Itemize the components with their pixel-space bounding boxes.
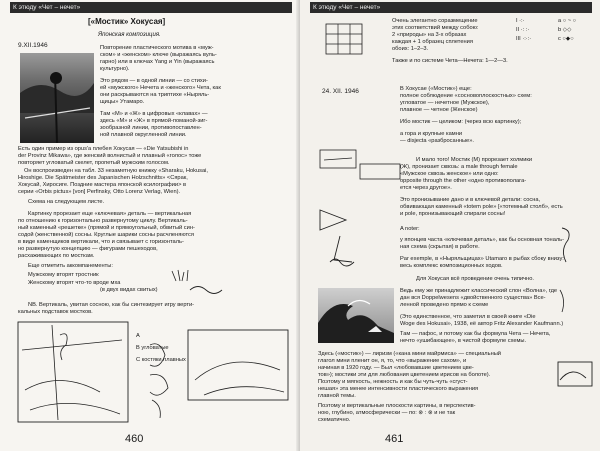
text-line: Par exemple, в «Ныряльщицах» Utamaro в рыбах сбоку внизу:: [400, 256, 564, 262]
text-line: ною, глубино, атмосферически — по: ⊗ : ⊗ и не так: [318, 410, 456, 416]
text-line: Это рядом — в одной линии — со стихи-: [100, 78, 208, 84]
text-line: der Provinz Mikawa», где женский волнистый и плавный «голос» тоже: [18, 153, 202, 159]
text-line: Хокусай, Хиросиге. Поздние мастера японской ксилографии> в: [18, 182, 186, 188]
text-line: (Это единственное, что заметил в своей книге «Die: [400, 314, 536, 320]
text-line: Hiroshige. Die Spätmeister des Japanischen Holzschnitts» <Сярак,: [18, 175, 188, 181]
text-line: ется через другое».: [400, 185, 452, 191]
table-row: A: [136, 333, 140, 339]
text-line: глагол мини пленит он, я, то, что «выражение сахом», и: [318, 358, 467, 364]
text-line: а гора и крупные камни: [400, 131, 463, 137]
text-line: схематично.: [318, 417, 351, 423]
text-line: A noter:: [400, 226, 420, 232]
text-line: Мужскому вторят тростник: [28, 272, 99, 278]
text-line: кальных подставок мостков.: [18, 309, 93, 315]
text-line: повторяет угловатый скелет, пропетый мужским голосом.: [18, 160, 170, 166]
text-line: Поэтому и вертикальные плоскости картины, в перспектив-: [318, 403, 476, 409]
text-line: — disjecta «разбросанные».: [400, 138, 474, 144]
text-line: «Мужское сквозь женское» или одно:: [400, 171, 499, 177]
text-line: Для Хокусая всё проведение очень типично.: [416, 276, 534, 282]
text-line: этих соответствий между собою:: [392, 25, 479, 31]
table-row: C костяки плавных: [136, 357, 186, 363]
text-line: здесь «M» и «Ж» в прямой-поманой-зиг-: [100, 118, 208, 124]
text-line: Woge des Hokusai», 1938, её автор Fritz Alexander Kaufmann.): [400, 321, 564, 327]
text-line: Ибо мостик — целиком: (через всю картинку);: [400, 119, 522, 125]
section-title: [«Мостик» Хокусая]: [88, 17, 166, 26]
text-line: Еще отметить аккомпанементы:: [28, 263, 113, 269]
text-line: (Ж), пронизает сквозь: a male through female: [400, 164, 518, 170]
text-line: В Хокусае («Мостик») еще:: [400, 86, 472, 92]
text-line: ная схема (скрытая) в работе.: [400, 244, 480, 250]
formula-row: I ·:·: [516, 18, 525, 24]
text-line: Он воспроизведен на табл. 33 незаметную книжку «Sharaku, Hokusai,: [24, 168, 208, 174]
text-line: Это пронизывание дано и в ключевой детали: сосна,: [400, 197, 541, 203]
wave-shapes: [318, 288, 394, 343]
running-header-right: К этюду «Чет – нечет»: [310, 2, 592, 13]
text-line: Поэтому и мягкость, нежность и как бы чуть-чуть «сгуст-: [318, 379, 468, 385]
text-line: Также и по системе Чета—Нечета: 1—2—3.: [392, 58, 508, 64]
text-line: 2 «природы» на 3-х образах: [392, 32, 467, 38]
text-line: NB. Вертикаль, увитая сосною, как бы синтезирует игру верти-: [28, 302, 195, 308]
text-line: каждая + 1 образец сплетения: [392, 39, 473, 45]
text-line: угловатое — нечетное (Мужское),: [400, 100, 490, 106]
text-line: гарно) или в ключах Yang и Yin (выражаясь: [100, 59, 215, 65]
section-subtitle: Японская композиция.: [98, 32, 161, 38]
text-line: (в двух видах свитых): [100, 287, 158, 293]
running-header-left: К этюду «Чет – нечет»: [10, 2, 292, 13]
text-line: нечто «ушибающее», в чистой формуле схемы.: [400, 338, 527, 344]
text-line: Там «M» и «Ж» в цифровых «клавах» —: [100, 111, 208, 117]
text-line: Ведь ему же принадлежит классический слон «Волна», где: [400, 288, 558, 294]
page-number-right: 461: [385, 433, 404, 445]
text-line: плавное — четное (Женское): [400, 107, 478, 113]
text-line: Схема на следующем листе.: [28, 199, 105, 205]
text-line: Здесь («мостик») — лиризм («кана мини майрмиса» — специальный: [318, 351, 501, 357]
text-line: Повторение пластического мотива в «муж-: [100, 45, 214, 51]
text-line: по отношению к горизонтально развернутому циклу. Вертикаль-: [18, 218, 188, 224]
text-line: Женскому вторят что-то вроде мха: [28, 280, 121, 286]
text-line: полное соблюдение «сосновоплоскостных» схем:: [400, 93, 532, 99]
formula-row: II ·: :·: [516, 27, 530, 33]
date-left: 9.XII.1946: [18, 42, 48, 49]
text-line: И мало того! Мостик (M) прорезает холмики: [416, 157, 533, 163]
table-row: B угловатые: [136, 345, 169, 351]
date-right: 24. XII. 1946: [322, 88, 359, 95]
text-line: opposite through the other «одно противополага-: [400, 178, 527, 184]
text-line: и pole, пронизывающий спирали сосны!: [400, 211, 506, 217]
text-line: начиная в 1920 году. — Был «любовавшие цветением цве-: [318, 365, 474, 371]
text-line: ный каменный «решетке» (прямой и прямоугольный, обвитый син-: [18, 225, 195, 231]
text-line: ленной проведено прямо к схеме: [400, 302, 489, 308]
text-line: ском» и «женском» ключе (выражаясь вуль-: [100, 52, 217, 58]
text-line: тов»); мостики эти для любования цветением ирисов на болоте).: [318, 372, 491, 378]
text-line: зообразной линии, противопоставлен-: [100, 125, 202, 131]
text-line: но развернутую концепцию — фигурами пешеходов,: [18, 246, 158, 252]
text-line: обоих: 1–2–3.: [392, 46, 429, 52]
text-line: культурно).: [100, 66, 130, 72]
page-number-left: 460: [125, 433, 144, 445]
right-page: [300, 0, 600, 451]
text-line: в виде каменщиков вертикали, что и связывает с горизонталь-: [18, 239, 184, 245]
text-line: Там — пафос, и потому как бы формула Чета — Нечета,: [400, 331, 551, 337]
text-line: щицы» Утамаро.: [100, 99, 145, 105]
great-wave-print: [318, 288, 394, 343]
text-line: нешая» эта менее интенсивности пластического выражения: [318, 386, 479, 392]
formula-row: c ○◆○: [558, 36, 574, 42]
text-line: Картинку прорезает еще «ключевая» деталь — вертикальная: [28, 211, 192, 217]
text-line: серии «Orbis pictus» [von] Perfinsky, Otto Lorenz Verlag, Wien).: [18, 189, 181, 195]
text-line: ной плавной округленной линии.: [100, 132, 187, 138]
text-line: ей «мужского» Нечета и «женского» Чета, как: [100, 85, 221, 91]
formula-row: a ○ ~ ○: [558, 18, 577, 24]
text-line: дан вся Doppelwesens «двойственного существа» Все-: [400, 295, 546, 301]
formula-row: b ◇◇: [558, 27, 572, 33]
text-line: содой (женственной) сосны. Круглые шарики сосны расчленяются: [18, 232, 194, 238]
text-line: обвивающая каменный «totem pole» [«тотемный столб», есть: [400, 204, 563, 210]
text-line: Очень элегантно соразмещение: [392, 18, 478, 24]
text-line: расхаживающих по мосткам.: [18, 253, 95, 259]
text-line: весь комплекс композиционных ходов.: [400, 263, 503, 269]
formula-row: III ·:·:·: [516, 36, 532, 42]
text-line: главной темы.: [318, 393, 356, 399]
text-line: они раскрываются на триптихе «Ныряль-: [100, 92, 210, 98]
text-line: Есть один пример из opus'a плебея Хокусая — «Die Yatsubishi in: [18, 146, 189, 152]
text-line: у японцев часта «ключевая деталь», как бы основная тональ-: [400, 237, 565, 243]
